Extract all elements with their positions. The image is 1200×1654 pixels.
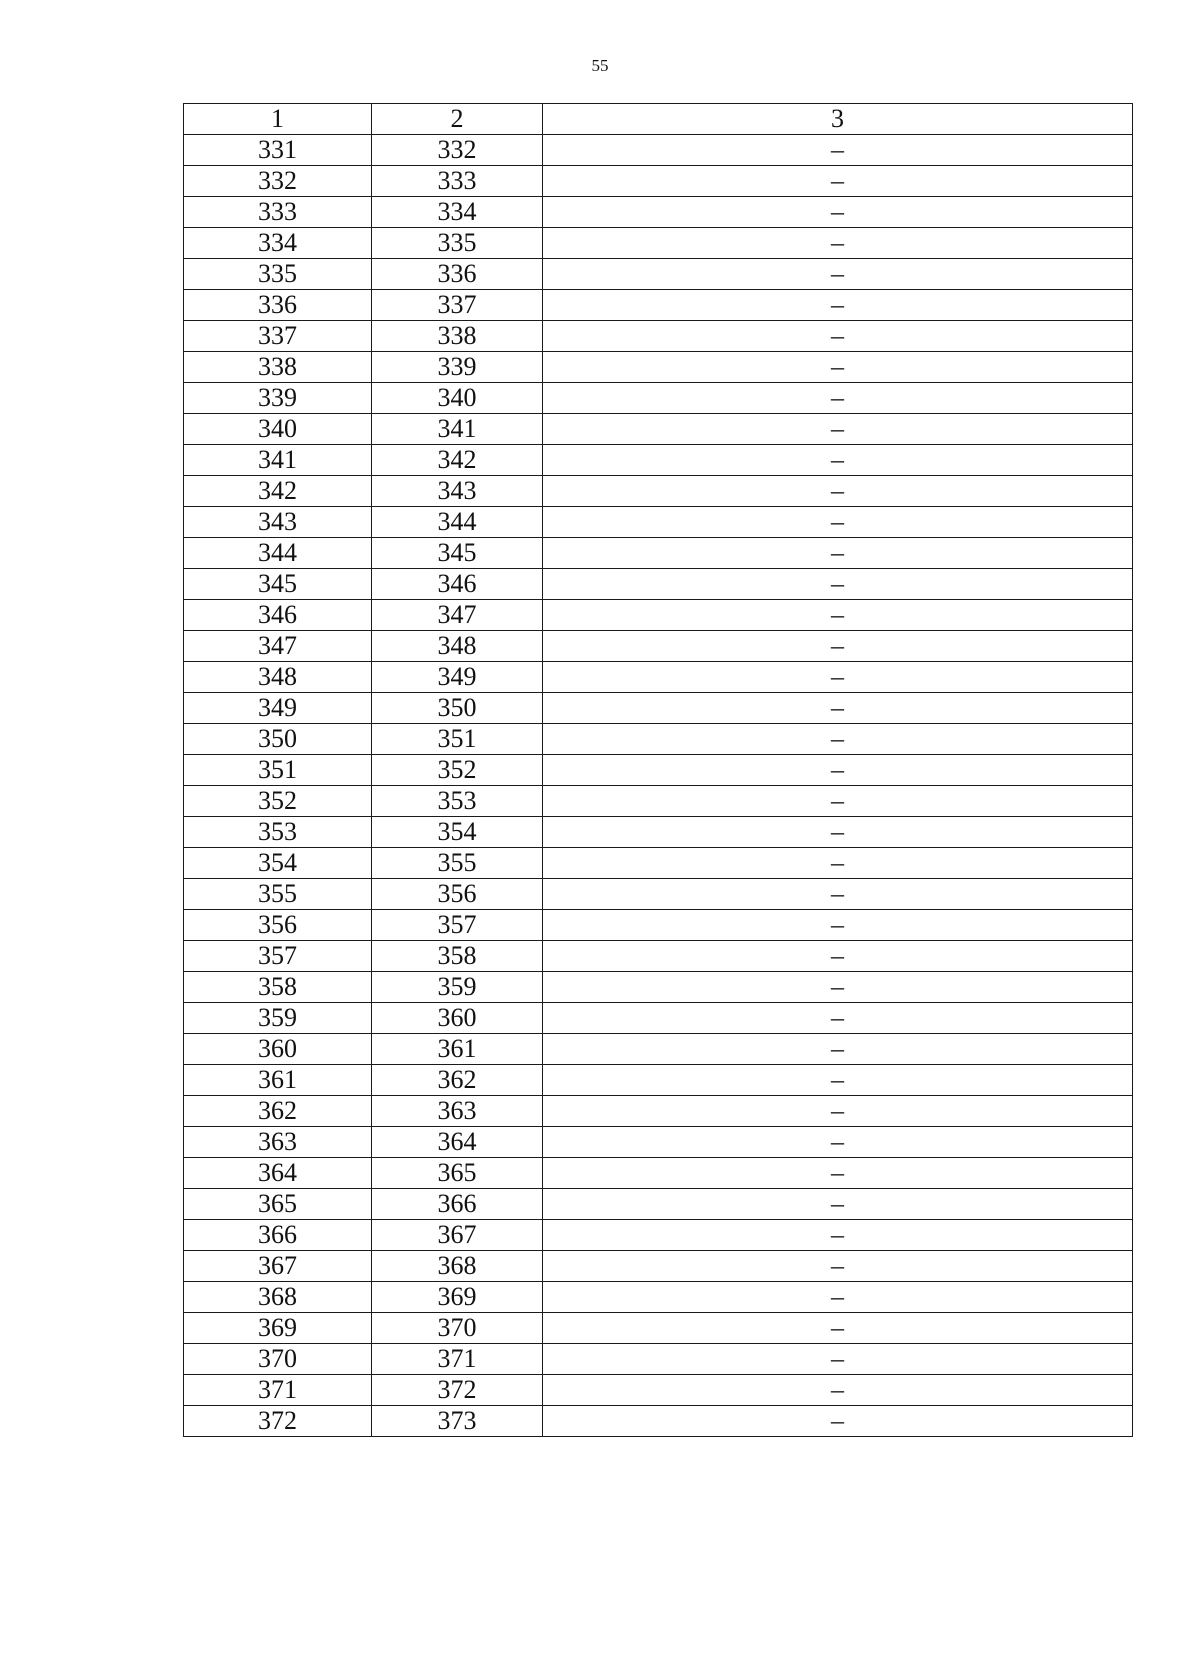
table-cell-col-3: – [543,600,1133,631]
table-cell-col-3: – [543,197,1133,228]
table-cell-col-1: 335 [184,259,372,290]
table-cell-col-1: 340 [184,414,372,445]
table-cell-col-2: 338 [372,321,543,352]
table-cell-col-1: 344 [184,538,372,569]
table-cell-col-2: 334 [372,197,543,228]
table-row [184,600,1133,631]
table-cell-col-2: 362 [372,1065,543,1096]
table-row [184,1282,1133,1313]
table-cell-col-2: 335 [372,228,543,259]
table-row [184,1189,1133,1220]
table-cell-col-2: 370 [372,1313,543,1344]
table-cell-col-3: – [543,1406,1133,1437]
table-row [184,352,1133,383]
data-table [183,103,1133,1437]
table-cell-col-3: – [543,1034,1133,1065]
table-cell-col-2: 356 [372,879,543,910]
table-row [184,197,1133,228]
table-cell-col-2: 341 [372,414,543,445]
table-cell-col-3: – [543,538,1133,569]
table-cell-col-1: 365 [184,1189,372,1220]
table-cell-col-1: 333 [184,197,372,228]
table-row [184,1127,1133,1158]
table-cell-col-3: – [543,631,1133,662]
table-cell-col-2: 353 [372,786,543,817]
table-body [184,135,1133,1437]
table-row [184,848,1133,879]
table-cell-col-2: 332 [372,135,543,166]
table-cell-col-2: 365 [372,1158,543,1189]
table-row [184,476,1133,507]
table-cell-col-1: 363 [184,1127,372,1158]
table-row [184,1220,1133,1251]
table-cell-col-1: 343 [184,507,372,538]
table-cell-col-1: 337 [184,321,372,352]
table-cell-col-1: 345 [184,569,372,600]
table-cell-col-1: 341 [184,445,372,476]
table-row [184,1065,1133,1096]
table-cell-col-2: 355 [372,848,543,879]
table-cell-col-3: – [543,1003,1133,1034]
column-header-1: 1 [184,104,372,135]
table-row [184,693,1133,724]
table-cell-col-1: 356 [184,910,372,941]
table-row [184,1313,1133,1344]
table-cell-col-1: 357 [184,941,372,972]
table-row [184,1003,1133,1034]
table-cell-col-3: – [543,817,1133,848]
table-row [184,445,1133,476]
table-cell-col-1: 334 [184,228,372,259]
table-cell-col-1: 372 [184,1406,372,1437]
table-cell-col-2: 372 [372,1375,543,1406]
table-cell-col-1: 368 [184,1282,372,1313]
table-cell-col-1: 361 [184,1065,372,1096]
table-cell-col-3: – [543,352,1133,383]
table-row [184,538,1133,569]
table-cell-col-3: – [543,445,1133,476]
table-cell-col-2: 344 [372,507,543,538]
table-cell-col-3: – [543,569,1133,600]
table-cell-col-3: – [543,786,1133,817]
table-cell-col-2: 352 [372,755,543,786]
table-cell-col-1: 360 [184,1034,372,1065]
table-cell-col-1: 371 [184,1375,372,1406]
table-cell-col-1: 332 [184,166,372,197]
table-cell-col-2: 346 [372,569,543,600]
table-cell-col-3: – [543,724,1133,755]
table-row [184,414,1133,445]
table-cell-col-2: 360 [372,1003,543,1034]
table-cell-col-3: – [543,910,1133,941]
table-cell-col-3: – [543,1158,1133,1189]
table-cell-col-3: – [543,1344,1133,1375]
table-cell-col-2: 364 [372,1127,543,1158]
table-cell-col-2: 337 [372,290,543,321]
table-cell-col-1: 331 [184,135,372,166]
table-cell-col-1: 338 [184,352,372,383]
table-cell-col-3: – [543,662,1133,693]
table-cell-col-3: – [543,290,1133,321]
table-cell-col-2: 368 [372,1251,543,1282]
table-row [184,817,1133,848]
table-row [184,383,1133,414]
table-cell-col-3: – [543,414,1133,445]
table-row [184,1375,1133,1406]
table-cell-col-3: – [543,1220,1133,1251]
table-cell-col-3: – [543,879,1133,910]
table-cell-col-2: 369 [372,1282,543,1313]
table-cell-col-1: 352 [184,786,372,817]
table-cell-col-2: 339 [372,352,543,383]
table-cell-col-1: 350 [184,724,372,755]
column-header-3: 3 [543,104,1133,135]
table-cell-col-2: 371 [372,1344,543,1375]
column-header-2: 2 [372,104,543,135]
table-row [184,166,1133,197]
table-cell-col-2: 361 [372,1034,543,1065]
table-cell-col-1: 349 [184,693,372,724]
table-cell-col-3: – [543,1251,1133,1282]
table-cell-col-2: 348 [372,631,543,662]
table-cell-col-2: 333 [372,166,543,197]
table-cell-col-2: 351 [372,724,543,755]
table-cell-col-2: 363 [372,1096,543,1127]
table-cell-col-2: 354 [372,817,543,848]
table-row [184,569,1133,600]
table-cell-col-3: – [543,972,1133,1003]
table-cell-col-2: 367 [372,1220,543,1251]
table-row [184,507,1133,538]
table-cell-col-1: 364 [184,1158,372,1189]
table-cell-col-3: – [543,1375,1133,1406]
table-cell-col-2: 345 [372,538,543,569]
table-row [184,972,1133,1003]
table-cell-col-1: 369 [184,1313,372,1344]
table-row [184,1251,1133,1282]
table-row [184,1158,1133,1189]
table-row [184,228,1133,259]
table-cell-col-1: 354 [184,848,372,879]
table-cell-col-3: – [543,1127,1133,1158]
table-cell-col-2: 336 [372,259,543,290]
table-cell-col-3: – [543,1189,1133,1220]
table-cell-col-2: 357 [372,910,543,941]
table-row [184,631,1133,662]
table-cell-col-1: 355 [184,879,372,910]
table-cell-col-1: 339 [184,383,372,414]
table-cell-col-1: 353 [184,817,372,848]
table-cell-col-3: – [543,1282,1133,1313]
table-row [184,321,1133,352]
table-cell-col-3: – [543,1096,1133,1127]
table-cell-col-2: 343 [372,476,543,507]
table-cell-col-3: – [543,1313,1133,1344]
table-row [184,662,1133,693]
table-cell-col-3: – [543,941,1133,972]
table-cell-col-1: 359 [184,1003,372,1034]
table-cell-col-3: – [543,259,1133,290]
table-cell-col-2: 359 [372,972,543,1003]
table-cell-col-1: 358 [184,972,372,1003]
table-cell-col-3: – [543,228,1133,259]
table-cell-col-3: – [543,135,1133,166]
table-cell-col-2: 340 [372,383,543,414]
table-cell-col-2: 366 [372,1189,543,1220]
table-cell-col-3: – [543,166,1133,197]
table-cell-col-2: 349 [372,662,543,693]
table-row [184,1096,1133,1127]
table-row [184,290,1133,321]
table-cell-col-1: 348 [184,662,372,693]
table-header-row [184,104,1133,135]
table-cell-col-2: 358 [372,941,543,972]
table-row [184,1034,1133,1065]
table-cell-col-1: 346 [184,600,372,631]
table-cell-col-3: – [543,755,1133,786]
table-cell-col-2: 347 [372,600,543,631]
table-row [184,941,1133,972]
table-cell-col-1: 366 [184,1220,372,1251]
table-cell-col-3: – [543,1065,1133,1096]
table-row [184,879,1133,910]
table-row [184,1344,1133,1375]
table-cell-col-3: – [543,383,1133,414]
table-row [184,755,1133,786]
table-cell-col-3: – [543,476,1133,507]
table-row [184,786,1133,817]
table-cell-col-3: – [543,693,1133,724]
table-cell-col-1: 367 [184,1251,372,1282]
table-row [184,259,1133,290]
table-cell-col-1: 342 [184,476,372,507]
table-cell-col-2: 350 [372,693,543,724]
table-cell-col-3: – [543,848,1133,879]
table-cell-col-1: 362 [184,1096,372,1127]
table-cell-col-2: 342 [372,445,543,476]
table-cell-col-1: 370 [184,1344,372,1375]
table-row [184,135,1133,166]
page-number: 55 [591,56,609,75]
table-cell-col-1: 351 [184,755,372,786]
table-cell-col-2: 373 [372,1406,543,1437]
table-row [184,910,1133,941]
table-row [184,724,1133,755]
table-cell-col-3: – [543,507,1133,538]
table-row [184,1406,1133,1437]
table-cell-col-1: 336 [184,290,372,321]
table-cell-col-1: 347 [184,631,372,662]
table-cell-col-3: – [543,321,1133,352]
